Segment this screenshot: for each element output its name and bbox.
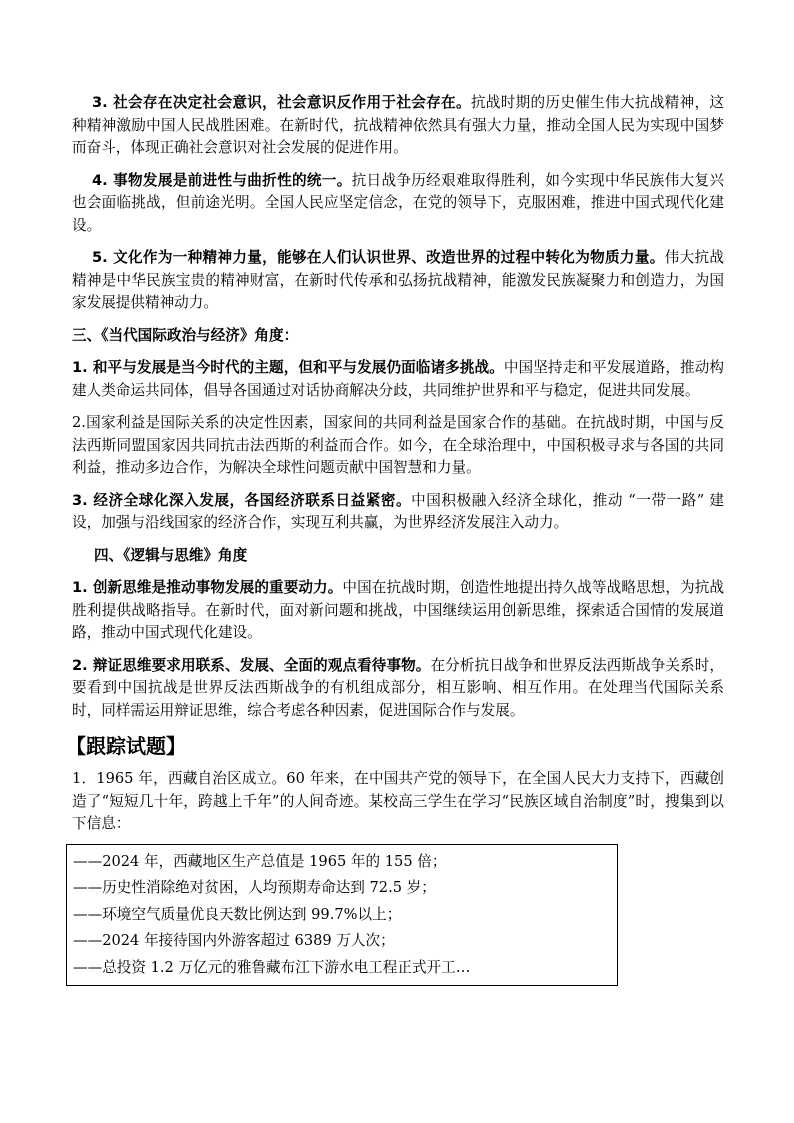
- point-4-text: 抗日战争历经艰难取得胜利，如今实现中华民族伟大复兴也会面临挑战，但前途光明。全国人民应坚定信念，在党的领导下，克服困难，推进中国式现代化建设。: [72, 171, 724, 234]
- point-5-heading: 5. 文化作为一种精神力量，能够在人们认识世界、改造世界的过程中转化为物质力量。: [92, 249, 665, 266]
- tracking-questions-heading: 【跟踪试题】: [66, 734, 186, 758]
- section-3-p1-text: 中国坚持走和平发展道路，推动构建人类命运共同体，倡导各国通过对话协商解决分歧，共同维护世界和平与稳定，促进共同发展。: [72, 359, 724, 399]
- info-box: [66, 844, 618, 987]
- section-3-heading: 三、《当代国际政治与经济》角度：: [72, 326, 299, 344]
- info-line: ——环境空气质量优良天数比例达到 99.7%以上；: [73, 905, 402, 923]
- section-4-p2-text: 在分析抗日战争和世界反法西斯战争关系时，要看到中国抗战是世界反法西斯战争的有机组成部分，相互影响、相互作用。在处理当代国际关系时，同样需运用辩证思维，综合考虑各种因素，促进国际合作与发展。: [72, 656, 724, 719]
- info-line: ——历史性消除绝对贫困，人均预期寿命达到 72.5 岁；: [73, 879, 436, 896]
- point-5-text: 伟大抗战精神是中华民族宝贵的精神财富，在新时代传承和弘扬抗战精神，能激发民族凝聚力和创造力，为国家发展提供精神动力。: [72, 249, 724, 311]
- section-4-paragraph-1: [72, 577, 724, 645]
- section-4-p1-heading: 1. 创新思维是推动事物发展的重要动力。: [72, 579, 343, 596]
- question-1-stem: 1．1965 年，西藏自治区成立。60 年来，在中国共产党的领导下，在全国人民大力支持下，西藏创造了“短短几十年，跨越上千年”的人间奇迹。某校高三学生在学习“民族区域自治制度”时，搜集到以下信息：: [72, 770, 724, 832]
- point-4-heading: 4. 事物发展是前进性与曲折性的统一。: [92, 171, 352, 189]
- section-3-paragraph-3: [72, 490, 724, 535]
- paragraph-point-4: [72, 170, 724, 238]
- point-3-text: 抗战时期的历史催生伟大抗战精神，这种精神激励中国人民战胜困难。在新时代，抗战精神依然具有强大力量，推动全国人民为实现中国梦而奋斗，体现正确社会意识对社会发展的促进作用。: [72, 94, 724, 156]
- document-page: [66, 92, 725, 986]
- info-line: ——总投资 1.2 万亿元的雅鲁藏布江下游水电工程正式开工…: [73, 958, 471, 976]
- paragraph-point-5: [72, 247, 724, 315]
- section-3-p3-heading: 3. 经济全球化深入发展，各国经济联系日益紧密。: [72, 491, 412, 509]
- section-4-p2-heading: 2. 辩证思维要求用联系、发展、全面的观点看待事物。: [72, 656, 431, 674]
- info-line: ——2024 年，西藏地区生产总值是 1965 年的 155 倍；: [73, 852, 447, 870]
- point-3-heading: 3. 社会存在决定社会意识，社会意识反作用于社会存在。: [92, 94, 471, 111]
- section-4-p1-text: 中国在抗战时期，创造性地提出持久战等战略思想，为抗战胜利提供战略指导。在新时代，面对新问题和挑战，中国继续运用创新思维，探索适合国情的发展道路，推动中国式现代化建设。: [72, 579, 724, 641]
- section-3-paragraph-1: [72, 357, 724, 402]
- section-4-paragraph-2: [72, 655, 724, 723]
- section-3-p3-text: 中国积极融入经济全球化，推动 “一带一路” 建设，加强与沿线国家的经济合作，实现互利共赢，为世界经济发展注入动力。: [72, 491, 725, 531]
- section-3-paragraph-2: 2.国家利益是国际关系的决定性因素，国家间的共同利益是国家合作的基础。在抗战时期，中国与反法西斯同盟国家因共同抗击法西斯的利益而合作。如今，在全球治理中，中国积极寻求与各国的共同利益，推动多边合作，为解决全球性问题贡献中国智慧和力量。: [72, 414, 724, 476]
- info-line: ——2024 年接待国内外游客超过 6389 万人次；: [73, 932, 395, 949]
- section-4-heading: 四、《逻辑与思维》角度: [94, 546, 248, 564]
- section-3-p1-heading: 1. 和平与发展是当今时代的主题，但和平与发展仍面临诸多挑战。: [72, 359, 504, 376]
- paragraph-point-3: [72, 92, 724, 160]
